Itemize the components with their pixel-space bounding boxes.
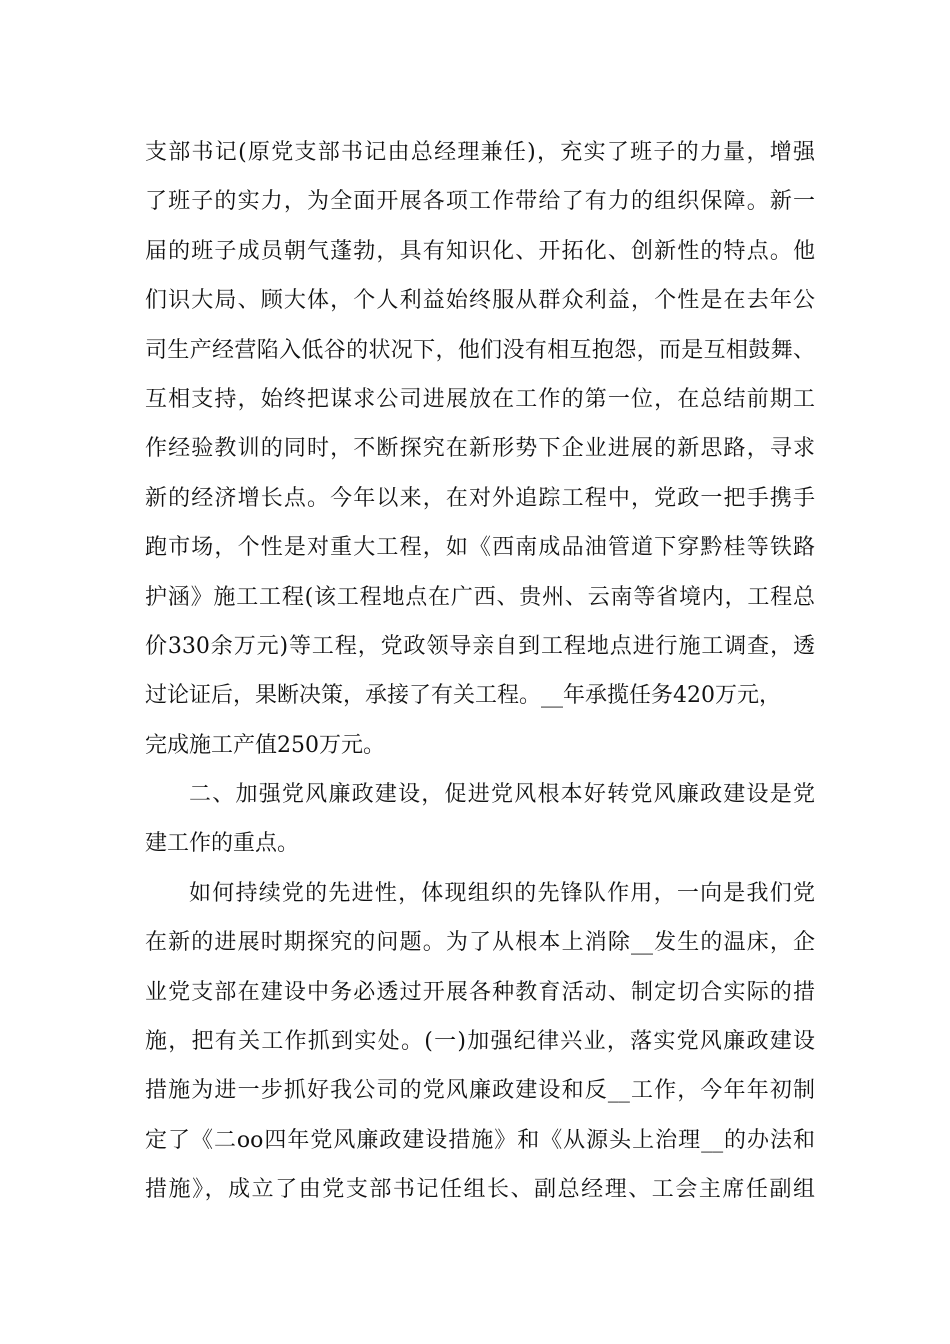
text-line: 护涵》施工工程(该工程地点在广西、贵州、云南等省境内，工程总	[145, 584, 815, 610]
text-line: 措施》，成立了由党支部书记任组长、副总经理、工会主席任副组	[145, 1177, 815, 1203]
text-line: 定了《二oo四年党风廉政建设措施》和《从源头上治理__的办法和	[145, 1127, 815, 1153]
text-line: 跑市场，个性是对重大工程，如《西南成品油管道下穿黔桂等铁路	[145, 535, 815, 561]
text-line: 建工作的重点。	[145, 831, 300, 857]
text-line: 价330余万元)等工程，党政领导亲自到工程地点进行施工调查，透	[145, 633, 815, 659]
text-line: 司生产经营陷入低谷的状况下，他们没有相互抱怨，而是互相鼓舞、	[145, 337, 815, 363]
text-line: 新的经济增长点。今年以来，在对外追踪工程中，党政一把手携手	[145, 485, 815, 511]
section-heading-line: 二、加强党风廉政建设，促进党风根本好转党风廉政建设是党	[189, 782, 815, 808]
paragraph-start-line: 如何持续党的先进性，体现组织的先锋队作用，一向是我们党	[189, 880, 815, 906]
text-line: 们识大局、顾大体，个人利益始终服从群众利益，个性是在去年公	[145, 288, 815, 314]
text-line: 了班子的实力，为全面开展各项工作带给了有力的组织保障。新一	[145, 189, 815, 215]
text-line: 业党支部在建设中务必透过开展各种教育活动、制定切合实际的措	[145, 979, 815, 1005]
text-line: 施，把有关工作抓到实处。(一)加强纪律兴业，落实党风廉政建设	[145, 1029, 815, 1055]
text-line: 支部书记(原党支部书记由总经理兼任)，充实了班子的力量，增强	[145, 140, 815, 165]
text-line: 互相支持，始终把谋求公司进展放在工作的第一位，在总结前期工	[145, 386, 815, 412]
text-line: 届的班子成员朝气蓬勃，具有知识化、开拓化、创新性的特点。他	[145, 238, 815, 264]
document-body	[145, 128, 815, 1215]
text-line: 过论证后，果断决策，承接了有关工程。__年承揽任务420万元，	[145, 683, 781, 709]
text-line: 作经验教训的同时，不断探究在新形势下企业进展的新思路，寻求	[145, 436, 815, 462]
text-line: 在新的进展时期探究的问题。为了从根本上消除__发生的温床，企	[145, 930, 815, 956]
text-line: 完成施工产值250万元。	[145, 732, 385, 758]
text-line: 措施为进一步抓好我公司的党风廉政建设和反__工作，今年年初制	[145, 1078, 815, 1104]
